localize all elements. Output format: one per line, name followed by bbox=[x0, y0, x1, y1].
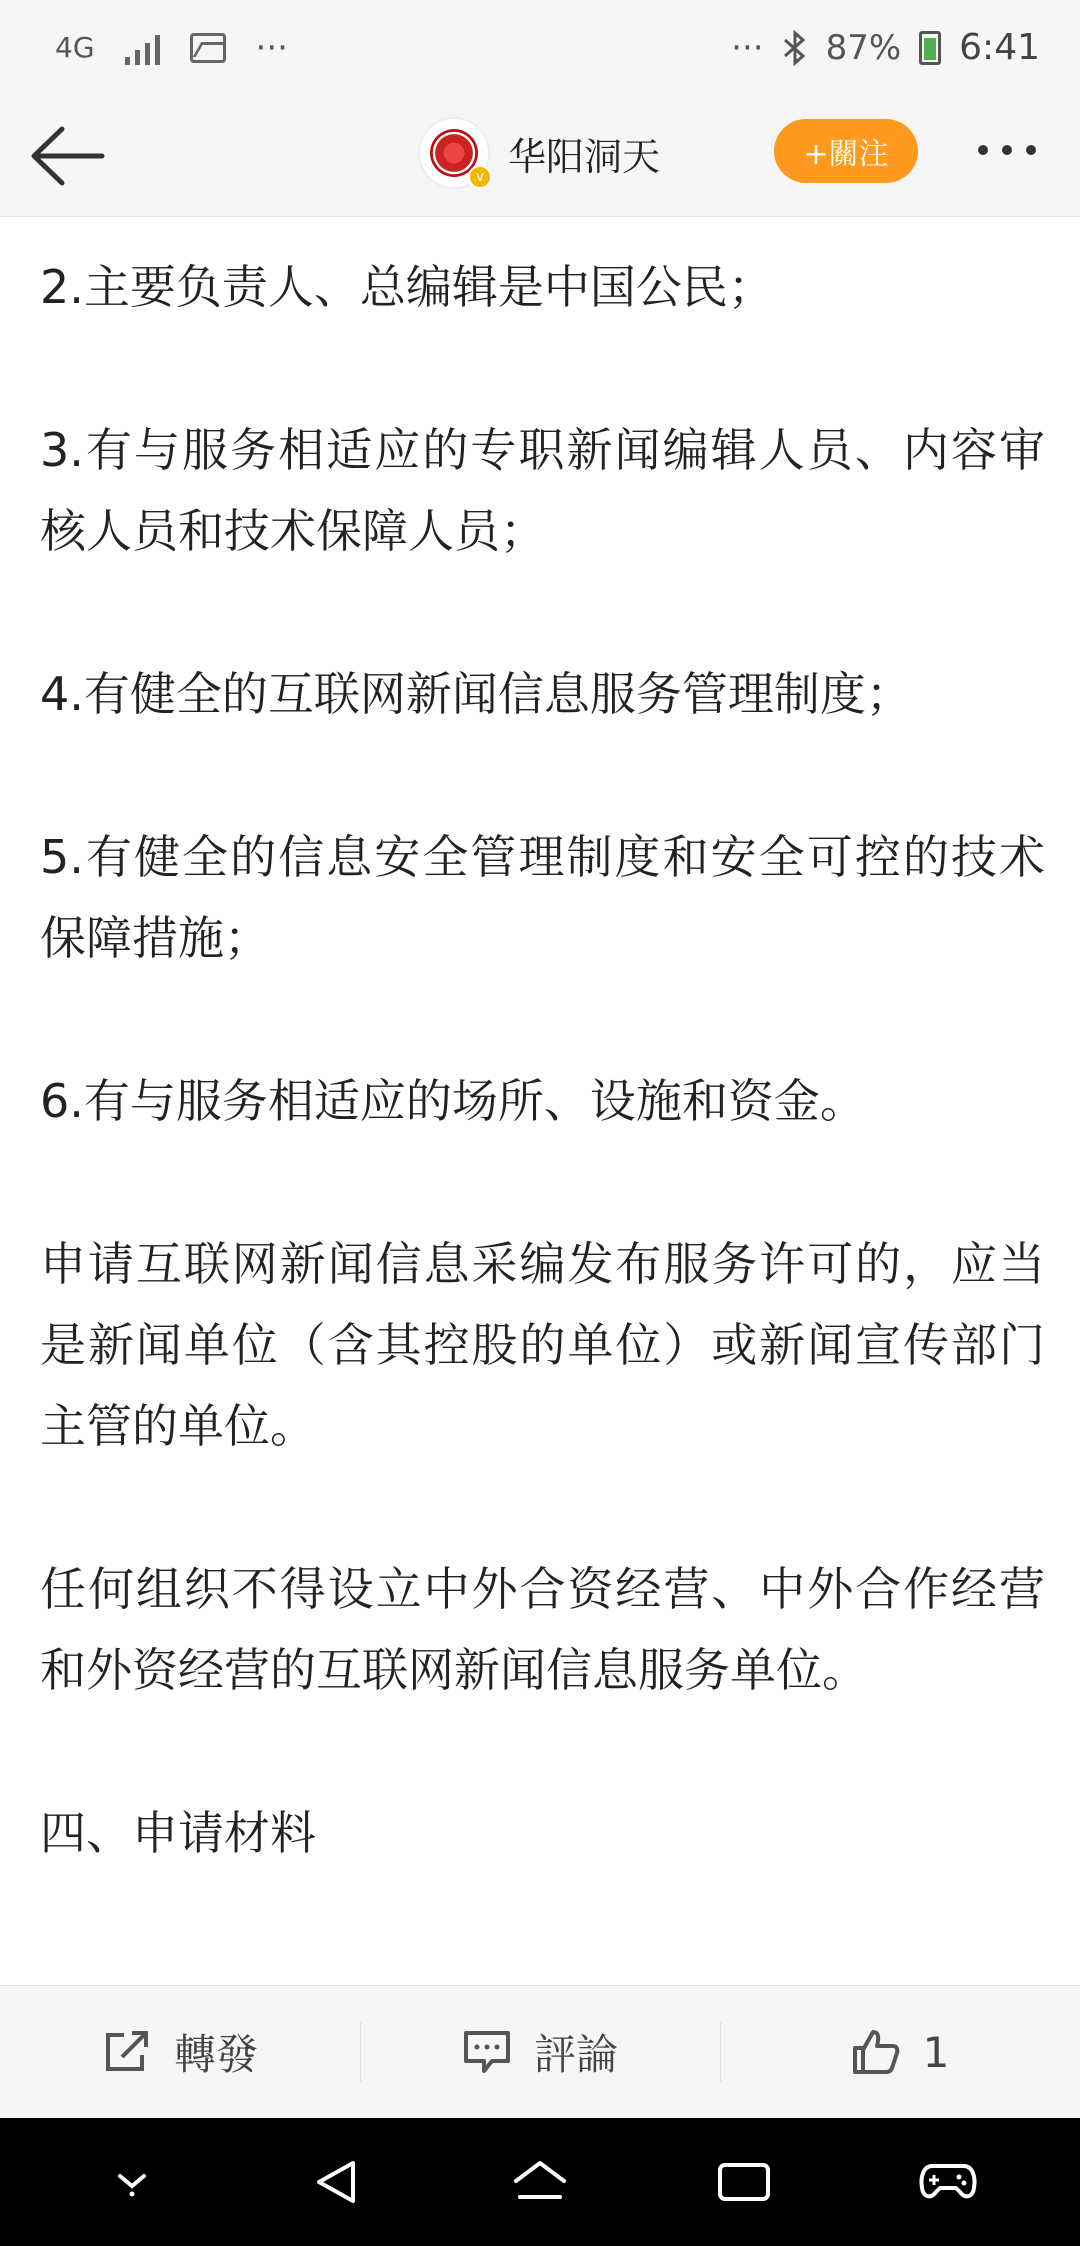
battery-percent: 87% bbox=[825, 27, 902, 68]
comment-icon bbox=[462, 2029, 512, 2075]
follow-button[interactable]: +關注 bbox=[774, 119, 918, 183]
account-name[interactable]: 华阳洞天 bbox=[508, 134, 661, 179]
clock: 6:41 bbox=[959, 27, 1040, 68]
top-header bbox=[0, 95, 1080, 217]
account-info[interactable] bbox=[418, 117, 660, 189]
share-icon bbox=[102, 2029, 152, 2075]
article-paragraph: 6.有与服务相适应的场所、设施和资金。 bbox=[40, 1074, 866, 1128]
action-bar bbox=[0, 1985, 1080, 2118]
comment-label: 評論 bbox=[533, 2030, 618, 2079]
article-body bbox=[40, 217, 1045, 1956]
verified-badge-icon: v bbox=[468, 165, 492, 189]
gamepad-icon bbox=[918, 2160, 978, 2204]
repost-label: 轉發 bbox=[173, 2030, 258, 2079]
status-bar bbox=[0, 0, 1080, 95]
chevron-down-icon bbox=[110, 2164, 154, 2200]
article-paragraph: 3.有与服务相适应的专职新闻编辑人员、内容审核人员和技术保障人员； bbox=[40, 423, 1045, 558]
avatar[interactable] bbox=[418, 117, 490, 189]
nav-back-button[interactable] bbox=[291, 2137, 381, 2227]
article-paragraph: 任何组织不得设立中外合资经营、中外合作经营和外资经营的互联网新闻信息服务单位。 bbox=[40, 1562, 1045, 1697]
status-left bbox=[55, 28, 288, 68]
bluetooth-icon bbox=[782, 30, 808, 66]
back-arrow-icon bbox=[28, 123, 108, 189]
article-paragraph: 2.主要负责人、总编辑是中国公民； bbox=[40, 260, 774, 314]
repost-button[interactable] bbox=[0, 1986, 360, 2118]
status-more-icon: ··· bbox=[731, 27, 764, 68]
nav-recents-button[interactable] bbox=[699, 2137, 789, 2227]
nav-hide-button[interactable] bbox=[87, 2137, 177, 2227]
article-paragraph: 4.有健全的互联网新闻信息服务管理制度； bbox=[40, 667, 912, 721]
recents-icon bbox=[716, 2159, 772, 2205]
system-nav-bar bbox=[0, 2118, 1080, 2246]
image-notification-icon bbox=[190, 33, 226, 63]
article-paragraph: 四、申请材料 bbox=[40, 1806, 316, 1860]
battery-icon bbox=[919, 31, 941, 65]
back-button[interactable] bbox=[28, 123, 108, 189]
article-paragraph: 申请互联网新闻信息采编发布服务许可的，应当是新闻单位（含其控股的单位）或新闻宣传部门主管的单位。 bbox=[40, 1237, 1045, 1453]
network-indicator: 4G bbox=[55, 31, 95, 64]
like-button[interactable] bbox=[720, 1986, 1080, 2118]
comment-button[interactable] bbox=[360, 1986, 720, 2118]
back-triangle-icon bbox=[311, 2157, 361, 2207]
notification-more-icon: ··· bbox=[255, 27, 288, 68]
thumbs-up-icon bbox=[851, 2028, 901, 2076]
home-icon bbox=[510, 2157, 570, 2207]
status-right bbox=[731, 27, 1040, 68]
nav-game-button[interactable] bbox=[903, 2137, 993, 2227]
nav-home-button[interactable] bbox=[495, 2137, 585, 2227]
signal-icon bbox=[125, 31, 160, 65]
article-paragraph: 5.有健全的信息安全管理制度和安全可控的技术保障措施； bbox=[40, 830, 1045, 965]
more-options-icon[interactable] bbox=[978, 145, 1036, 155]
like-count: 1 bbox=[922, 2027, 950, 2077]
